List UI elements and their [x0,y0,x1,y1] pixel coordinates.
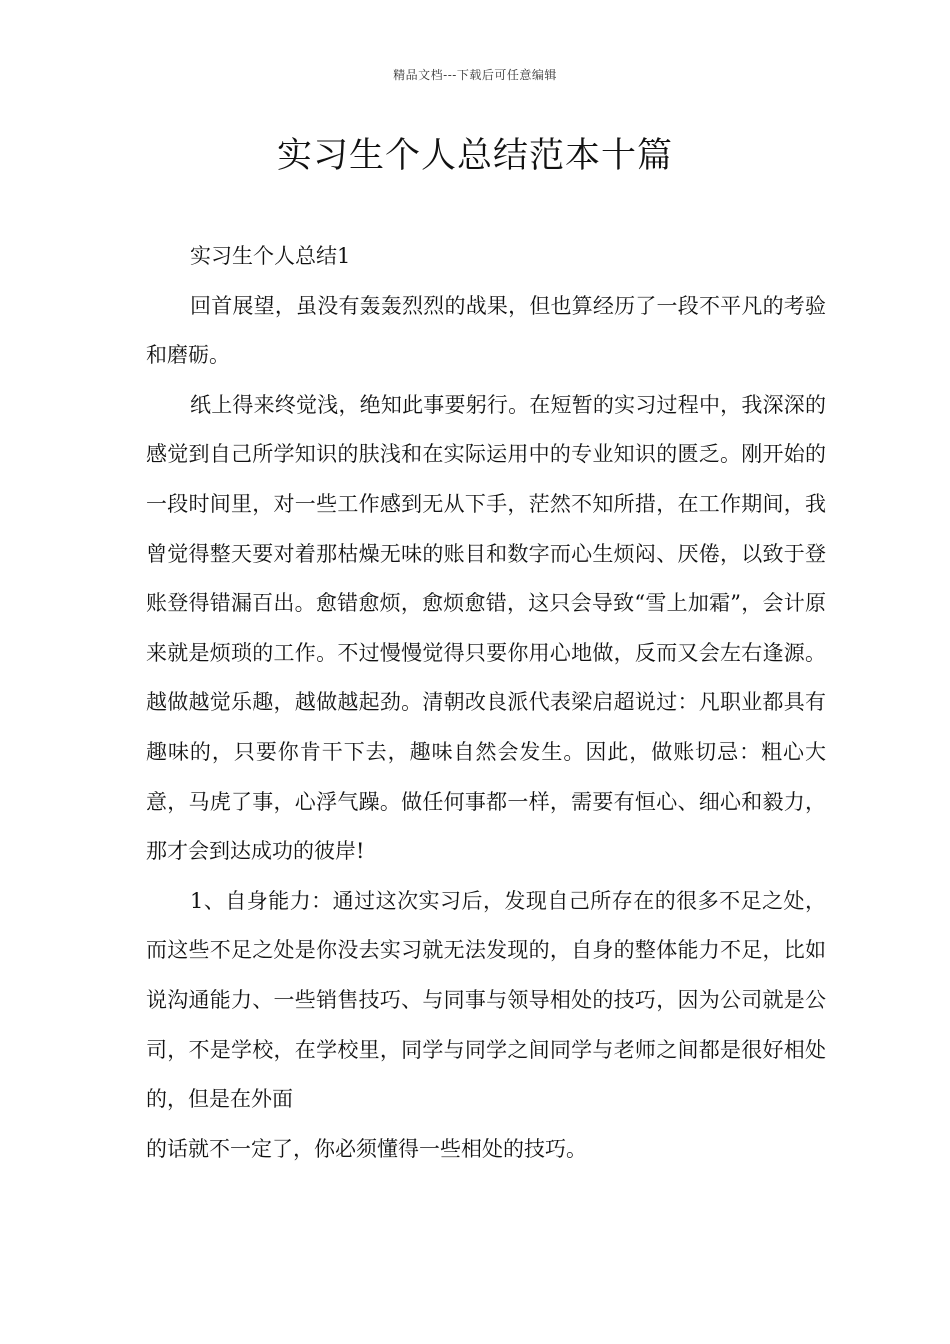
section-heading: 实习生个人总结1 [190,244,351,268]
paragraph: 纸上得来终觉浅，绝知此事要躬行。在短暂的实习过程中，我深深的感觉到自己所学知识的肤浅和在实际运用中的专业知识的匮乏。刚开始的一段时间里，对一些工作感到无从下手，茫然不知所措，在工作期间，我曾觉得整天要对着那枯燥无味的账目和数字而心生烦闷、厌倦，以致于登账登得错漏百出。愈错愈烦，愈烦愈错，这只会导致“雪上加霜”，会计原来就是烦琐的工作。不过慢慢觉得只要你用心地做，反而又会左右逢源。越做越觉乐趣，越做越起劲。清朝改良派代表梁启超说过：凡职业都具有趣味的，只要你肯干下去，趣味自然会发生。因此，做账切忌：粗心大意，马虎了事，心浮气躁。做任何事都一样，需要有恒心、细心和毅力，那才会到达成功的彼岸! [146,392,826,864]
paragraph: 回首展望，虽没有轰轰烈烈的战果，但也算经历了一段不平凡的考验和磨砺。 [146,293,826,368]
paragraph: 1、自身能力：通过这次实习后，发现自己所存在的很多不足之处，而这些不足之处是你没去实习就无法发现的，自身的整体能力不足，比如说沟通能力、一些销售技巧、与同事与领导相处的技巧，因为公司就是公司，不是学校，在学校里，同学与同学之间同学与老师之间都是很好相处的，但是在外面 [146,888,826,1112]
document-body [146,232,826,1174]
document-title: 实习生个人总结范本十篇 [276,136,673,176]
paragraph-continuation: 的话就不一定了，你必须懂得一些相处的技巧。 [146,1136,587,1161]
header-note: 精品文档---下载后可任意编辑 [393,68,557,82]
